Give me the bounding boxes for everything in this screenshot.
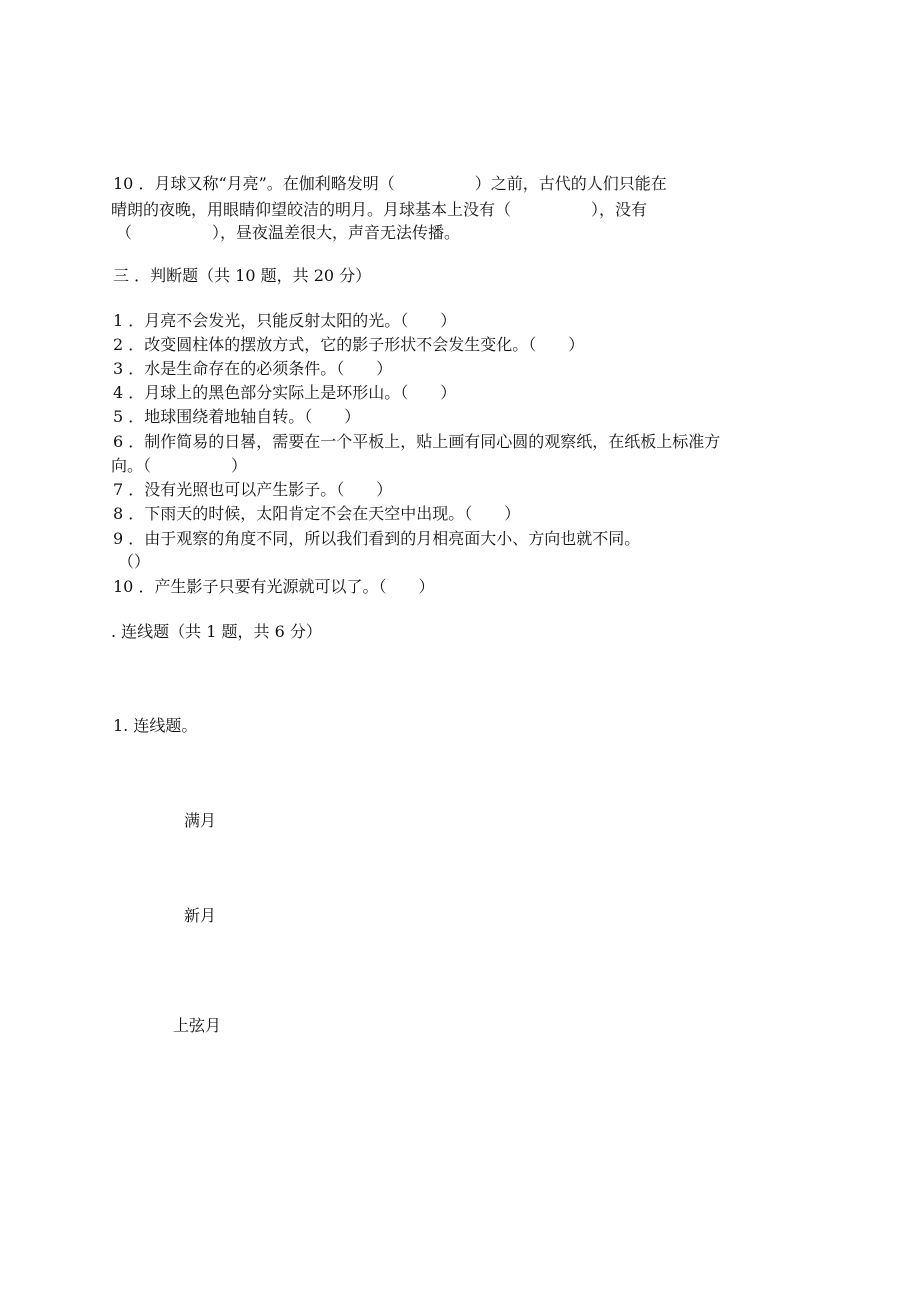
- section-judgment-heading: 三 ．判断题（共 10 题，共 20 分）: [113, 266, 372, 285]
- judgment-item-3: 3 ．水是生命存在的必须条件。（ ）: [113, 359, 393, 378]
- fill-question-10-line-3: （ ），昼夜温差很大，声音无法传播。: [116, 223, 461, 242]
- matching-question-1: 1. 连线题。: [113, 716, 198, 735]
- fill-question-10-line-2: 晴朗的夜晚，用眼睛仰望皎洁的明月。月球基本上没有（ ），没有: [111, 200, 648, 219]
- judgment-item-9-line-2: （）: [118, 552, 151, 571]
- judgment-item-4: 4 ．月球上的黑色部分实际上是环形山。（ ）: [113, 383, 457, 402]
- judgment-item-9-line-1: 9 ．由于观察的角度不同，所以我们看到的月相亮面大小、方向也就不同。: [113, 529, 641, 548]
- judgment-item-6-line-2: 向。（ ）: [111, 456, 248, 475]
- matching-option-new-moon: 新月: [184, 906, 217, 925]
- section-matching-heading: . 连线题（共 1 题，共 6 分）: [111, 622, 322, 641]
- fill-question-10-line-1: 10 ．月球又称“月亮”。在伽利略发明（ ）之前，古代的人们只能在: [113, 174, 667, 193]
- judgment-item-6-line-1: 6 ．制作简易的日晷，需要在一个平板上，贴上画有同心圆的观察纸，在纸板上标准方: [113, 432, 721, 451]
- judgment-item-10: 10 ．产生影子只要有光源就可以了。（ ）: [113, 577, 435, 596]
- judgment-item-1: 1 ．月亮不会发光，只能反射太阳的光。（ ）: [113, 311, 457, 330]
- matching-option-full-moon: 满月: [184, 811, 217, 830]
- judgment-item-7: 7 ．没有光照也可以产生影子。（ ）: [113, 480, 393, 499]
- judgment-item-8: 8 ．下雨天的时候，太阳肯定不会在天空中出现。（ ）: [113, 504, 521, 523]
- judgment-item-2: 2 ．改变圆柱体的摆放方式，它的影子形状不会发生变化。（ ）: [113, 335, 585, 354]
- judgment-item-5: 5 ．地球围绕着地轴自转。（ ）: [113, 407, 361, 426]
- matching-option-first-quarter: 上弦月: [173, 1016, 222, 1035]
